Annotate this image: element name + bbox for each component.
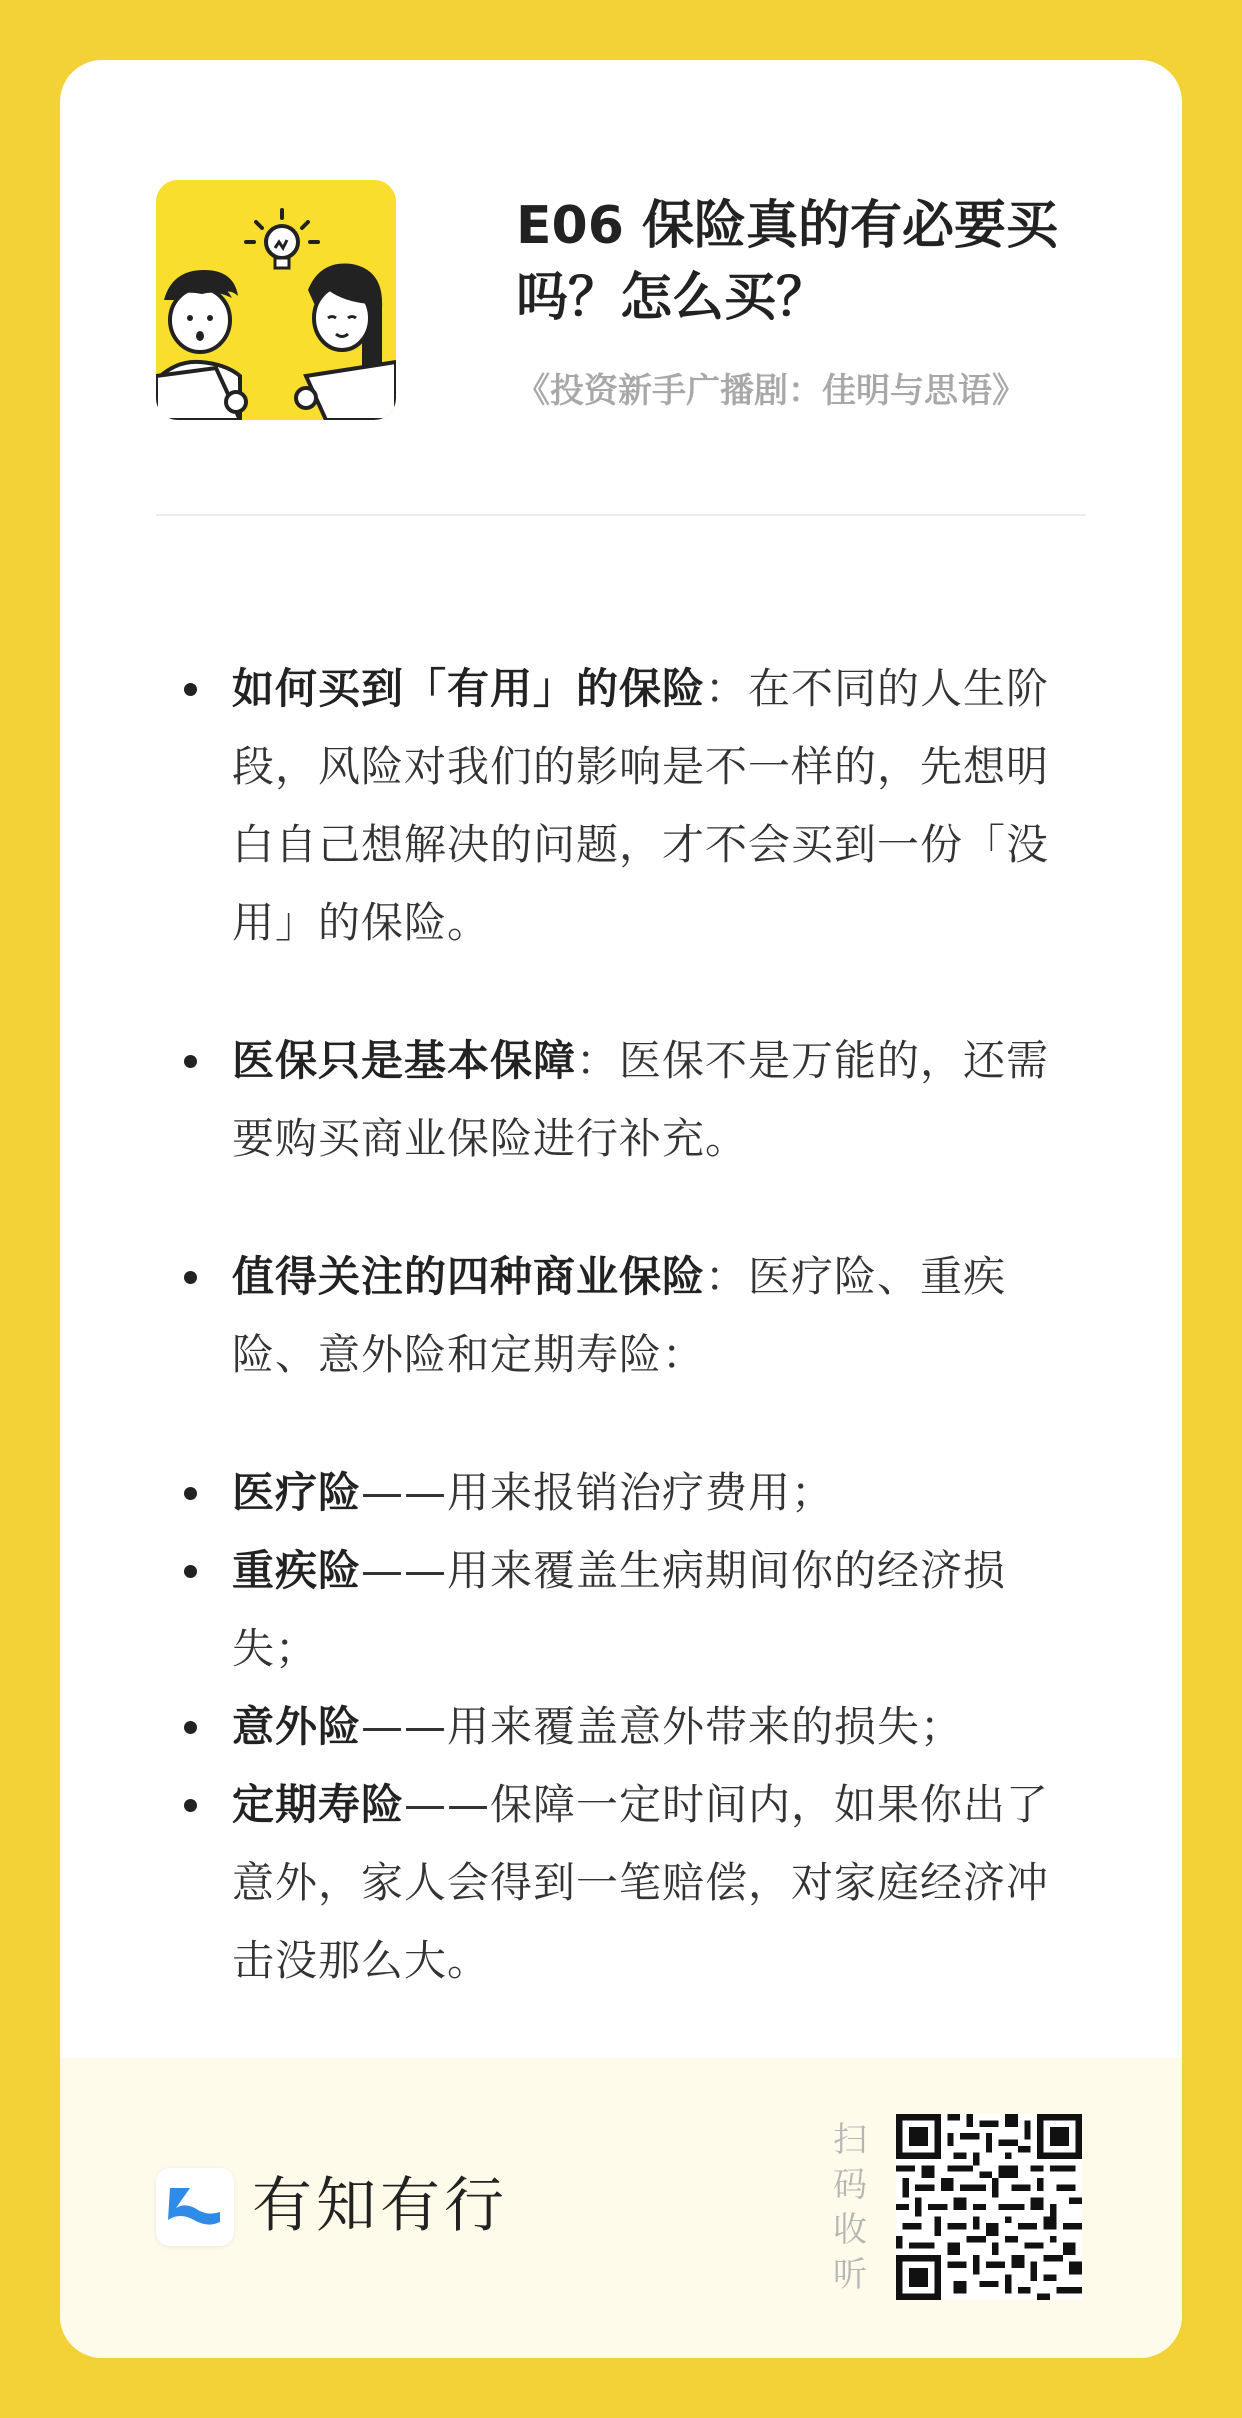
insurance-name: 意外险: [232, 1702, 362, 1751]
insurance-name: 重疾险: [232, 1546, 362, 1595]
brand-logo-icon: [156, 2168, 234, 2246]
cover-illustration-icon: [156, 180, 396, 420]
point-separator: ：: [705, 1252, 749, 1301]
point-text: 在不同的人生阶段，风险对我们的影响是不一样的，先想明白自己想解决的问题，才不会买到一份「没用」的保险。: [232, 664, 1050, 947]
key-points-list: [156, 650, 1086, 1394]
point-heading: 医保只是基本保障: [232, 1036, 577, 1085]
point-separator: ：: [576, 1036, 620, 1085]
list-item: [156, 1454, 1086, 1532]
insurance-desc: ——用来报销治疗费用；: [361, 1468, 835, 1517]
list-item: [156, 1238, 1086, 1394]
scan-char: 收: [833, 2210, 867, 2250]
episode-title: E06 保险真的有必要买吗？怎么买？: [516, 196, 1058, 328]
scan-char: 码: [833, 2165, 867, 2205]
insurance-desc: ——保障一定时间内，如果你出了意外，家人会得到一笔赔偿，对家庭经济冲击没那么大。: [232, 1780, 1050, 1985]
share-card: [60, 60, 1182, 2358]
brand-name: 有知有行: [252, 2171, 508, 2241]
insurance-desc: ——用来覆盖生病期间你的经济损失；: [232, 1546, 1007, 1673]
episode-header: [156, 180, 1086, 480]
qr-code-icon[interactable]: [896, 2114, 1082, 2300]
scan-char: 扫: [833, 2120, 867, 2160]
insurance-name: 医疗险: [232, 1468, 362, 1517]
card-footer: [60, 2058, 1182, 2358]
summary-content: [156, 650, 1086, 2000]
list-item: [156, 1532, 1086, 1688]
point-heading: 值得关注的四种商业保险: [232, 1252, 706, 1301]
point-text: 医保不是万能的，还需要购买商业保险进行补充。: [232, 1036, 1050, 1163]
episode-cover-image: [156, 180, 396, 420]
list-item: [156, 1766, 1086, 2000]
list-item: [156, 650, 1086, 962]
point-text: 医疗险、重疾险、意外险和定期寿险：: [232, 1252, 1007, 1379]
insurance-desc: ——用来覆盖意外带来的损失；: [361, 1702, 964, 1751]
list-item: [156, 1688, 1086, 1766]
header-divider: [156, 514, 1086, 516]
scan-to-listen-label: [830, 2118, 870, 2298]
scan-char: 听: [833, 2255, 867, 2295]
list-item: [156, 1022, 1086, 1178]
point-heading: 如何买到「有用」的保险: [232, 664, 706, 713]
series-name: 《投资新手广播剧：佳明与思语》: [516, 371, 1026, 411]
insurance-types-list: [156, 1454, 1086, 2000]
insurance-name: 定期寿险: [232, 1780, 405, 1829]
point-separator: ：: [705, 664, 749, 713]
